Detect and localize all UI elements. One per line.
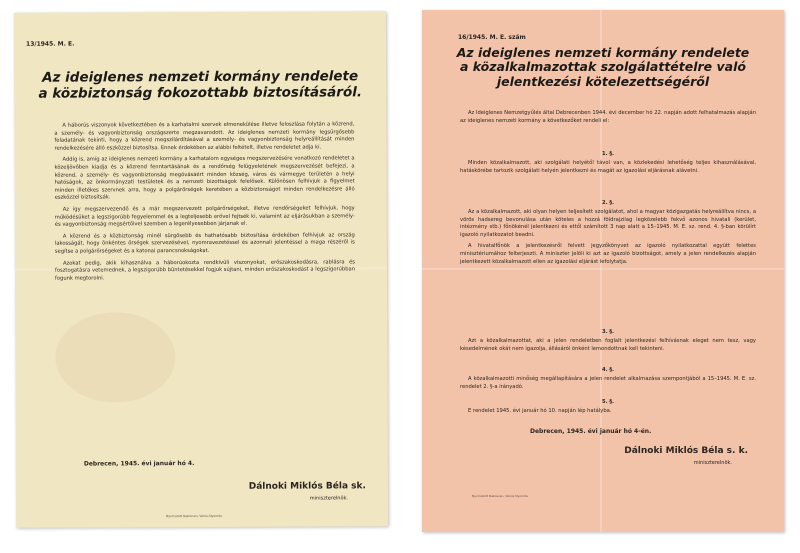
paragraph: Addig is, amíg az ideiglenes nemzeti kormány a karhatalom egységes megszervezésére vonatkozó rendeletet a közeljövőben kiadja és a közrend fenntartásának és a rendőrség felügyeletének megszervezését befejezi, a közrend, a személy- és vagyonbiztonság megóvásáért minden község, város és vármegye területén a helyi hatóságok, az önkormányzati testületek és a nemzeti bizottságok felelősek. Különösen felhívjuk a figyelmet minden illetékes szervnek arra, hogy a polgárőrségek keretében a közbiztonságot minden rendelkezésre álló eszközzel biztosítsák. [54,155,355,201]
signature-title: miniszterelnök. [309,495,349,502]
title-line: a közalkalmazottak szolgálattételre való [460,59,746,75]
paragraph: E rendelet 1945. évi január hó 10. napján lép hatályba. [468,408,612,414]
decree-title [24,69,376,102]
decree-title [436,46,770,89]
section-number: 2. §. [602,200,614,206]
section-text [460,160,756,179]
paragraph: Azokat pedig, akik kihasználva a háborúokozta rendkívüli viszonyokat, erőszakoskodásra, rablásra és fosztogatásra vetemednek, a legszigorúbb büntetésekkel fogjuk sújtani, minden erőszakoskodást a legszigorúbban fogunk megtorolni. [54,258,356,282]
section-text [460,376,756,395]
paragraph: Az Ideiglenes Nemzetgyűlés által Debrecenben 1944. évi december hó 22. napján adott felhatalmazás alapján az ideiglenes nemzeti kormány a következőket rendeli el: [460,110,756,124]
paragraph: A közrend és a közbiztonság minél sürgősebb és hathatósabb biztosítása érdekében felhívjuk az ország lakosságát, hogy önkéntes őrségek szervezésével, nyomravezetéssel és azonnali jelentéssel a maga részéről is segítse a polgárőrségeket és a katonai parancsnokságokat. [54,232,355,255]
paper-stain [55,312,175,403]
decree-reference: 13/1945. M. E. [26,40,75,48]
title-line: Az ideiglenes nemzeti kormány rendelete [456,45,750,60]
paragraph: Minden közalkalmazott, aki szolgálati helyétől távol van, a közlekedési lehetőség teljes kihasználásával, hatáskörébe tartozik szolgálati helyén jelentkezni és magát az igazolási eljárásnak alávetni. [460,160,756,174]
title-line: Az ideiglenes nemzeti kormány rendelete [42,68,359,86]
section-text [460,408,756,420]
paragraph: Az így megszervezendő és a már megszervezett polgárőrségeket, illetve rendőrségeket felhívjuk, hogy működésüket a legszigorúbb fegyelemmel és a legteljesebb erővel fejtsék ki, valamint az eljárásukban a személy- és vagyonbiztonság megsértőivel szemben a legerélyesebben járjanak el. [54,205,355,228]
printer-imprint: Nyomatott Debrecen, Városi Nyomda [472,494,528,498]
section-number: 3. §. [602,329,614,335]
section-text [460,209,756,270]
section-text [460,338,756,357]
decree-body [54,121,355,287]
signature: Dálnoki Miklós Béla s. k. [624,446,748,456]
paragraph: A közalkalmazotti minőség megállapítására a jelen rendelet alkalmazása szempontjából a 15–1945. M. E. sz. rendelet 2. §-a irányadó. [460,376,756,390]
decree-intro [460,110,756,129]
section-number: 1. §. [602,151,614,157]
left-decree-poster [14,11,388,528]
printer-imprint: Nyomatott Debrecen, Városi Nyomda [166,513,222,519]
signature-title: miniszterelnök. [693,460,732,466]
section-number: 4. §. [602,367,614,373]
section-number: 5. §. [602,399,614,405]
paragraph: Azt a közalkalmazottat, aki a jelen rendeletben foglalt jelentkezési felhívásnak eleget nem tesz, vagy késedelmének okát nem igazolja, állásáról önként lemondottnak kell tekinteni. [460,338,756,352]
title-line: a közbiztonság fokozottabb biztosításáról. [38,83,362,102]
paragraph: A hivatalfőnök a jelentkezésről felvett jegyzőkönyvet az igazoló nyilatkozattal együtt felettes minisztériumához felterjeszti. A miniszter jelöli ki azt az igazoló bizottságot, amely a jelen rendelkezés alapján jelentkezett közalkalmazott ellen az igazolási eljárást lefolytatja. [460,243,756,265]
paragraph: A háborús viszonyok következtében és a karhatalmi szervek elmenekülése illetve feloszlása folytán a közrend, a személy- és vagyonbiztonság országszerte megzavarodott. Az ideiglenes nemzeti kormány legsürgősebb feladatának tekinti, hogy a közrend megszilárdításával a személy- és vagyonbiztonság helyreállítását minden rendelkezésére álló eszközzel biztosítsa. Ennek érdekében az alábbi feltételt, illetve rendeletet adja ki. [54,121,355,152]
date-line: Debrecen, 1945. évi január hó 4. [83,460,195,468]
right-decree-poster [422,10,784,532]
paragraph: Az a közalkalmazott, aki olyan helyen teljesített szolgálatot, ahol a magyar közigazgatás helyreállítva nincs, a vörös hadsereg bevonulása után köteles a hozzá földrajzilag legközelebb fekvő azonos hivatali (kerület, intézmény stb.) főnökénél jelentkezni és ettől számított 3 nap alatt a 15–1945. M. E. sz. rend. 4. §-ban körülírt igazoló nyilatkozatot beadni. [460,209,756,238]
signature: Dálnoki Miklós Béla sk. [248,481,366,492]
date-line: Debrecen, 1945. évi január hó 4-én. [530,428,652,435]
decree-reference: 16/1945. M. E. szám [458,34,526,41]
title-line: jelentkezési kötelezettségéről [496,73,710,89]
